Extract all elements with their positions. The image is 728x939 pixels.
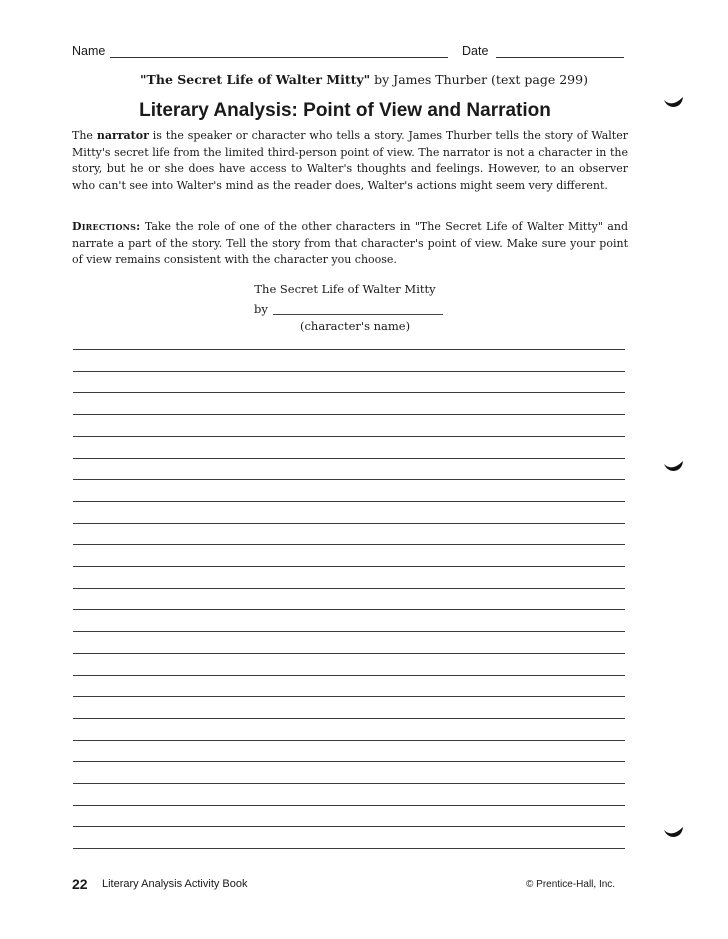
name-label: Name: [72, 44, 106, 58]
directions-paragraph: [72, 219, 628, 269]
binder-hole-mark: [663, 460, 685, 472]
writing-line[interactable]: [73, 414, 625, 415]
directions-text: Take the role of one of the other characters in "The Secret Life of Walter Mitty" and narrate a part of the story. Tell the story from that character's point of view. Make sure your point of view remains consistent with the character you choose.: [72, 220, 628, 266]
story-title: The Secret Life of Walter Mitty: [254, 282, 436, 296]
writing-line[interactable]: [73, 501, 625, 502]
writing-line[interactable]: [73, 523, 625, 524]
writing-line[interactable]: [73, 805, 625, 806]
name-field[interactable]: [110, 57, 448, 58]
header-row: [72, 44, 624, 60]
page-number: 22: [72, 876, 88, 892]
date-field[interactable]: [496, 57, 624, 58]
binder-hole-mark: [663, 826, 685, 838]
intro-pre: The: [72, 129, 97, 142]
writing-line[interactable]: [73, 436, 625, 437]
writing-line[interactable]: [73, 783, 625, 784]
writing-line[interactable]: [73, 371, 625, 372]
writing-line[interactable]: [73, 718, 625, 719]
by-label: by: [254, 302, 268, 316]
story-reference-title: "The Secret Life of Walter Mitty": [140, 72, 371, 87]
character-name-field[interactable]: [273, 314, 443, 315]
writing-line[interactable]: [73, 588, 625, 589]
writing-line[interactable]: [73, 826, 625, 827]
writing-line[interactable]: [73, 458, 625, 459]
writing-line[interactable]: [73, 609, 625, 610]
writing-line[interactable]: [73, 848, 625, 849]
writing-line[interactable]: [73, 653, 625, 654]
writing-line[interactable]: [73, 566, 625, 567]
writing-line[interactable]: [73, 696, 625, 697]
writing-line[interactable]: [73, 631, 625, 632]
writing-line[interactable]: [73, 740, 625, 741]
page-title: Literary Analysis: Point of View and Narration: [139, 100, 551, 121]
intro-paragraph: [72, 128, 628, 194]
writing-line[interactable]: [73, 392, 625, 393]
date-label: Date: [462, 44, 489, 58]
intro-post: is the speaker or character who tells a story. James Thurber tells the story of Walter Mitty's secret life from the limited third-person point of view. The narrator is not a character in the story, but he or she does have access to Walter's thoughts and feelings. However, to an observer who can't see into Walter's mind as the reader does, Walter's actions might seem very different.: [72, 129, 628, 192]
directions-label: Directions:: [72, 220, 141, 233]
narrator-keyword: narrator: [96, 129, 149, 142]
book-title: Literary Analysis Activity Book: [102, 878, 248, 890]
story-reference-details: by James Thurber (text page 299): [370, 72, 588, 87]
story-reference: [0, 72, 728, 87]
writing-line[interactable]: [73, 761, 625, 762]
character-name-caption: (character's name): [300, 319, 411, 333]
writing-line[interactable]: [73, 675, 625, 676]
writing-line[interactable]: [73, 349, 625, 350]
copyright: © Prentice-Hall, Inc.: [526, 879, 616, 890]
writing-line[interactable]: [73, 544, 625, 545]
binder-hole-mark: [663, 96, 685, 108]
writing-line[interactable]: [73, 479, 625, 480]
